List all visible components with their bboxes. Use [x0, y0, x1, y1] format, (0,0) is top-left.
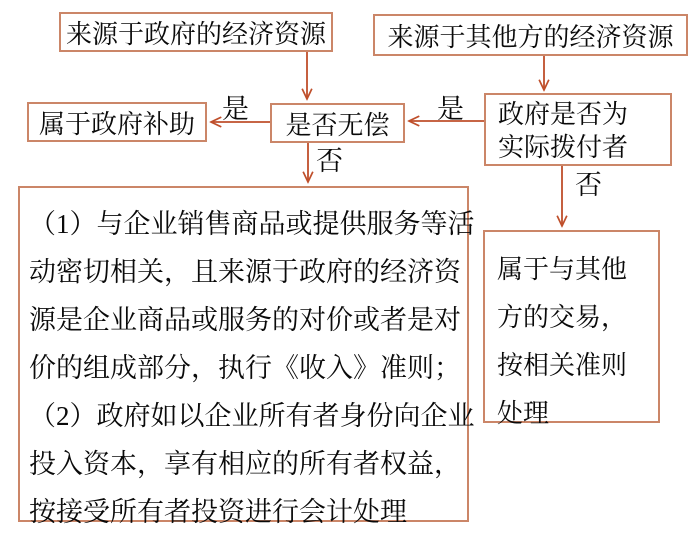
- result-other-line-2: 方的交易，: [497, 303, 628, 332]
- box-decision-gratuitous: 是否无偿: [270, 103, 405, 143]
- result-main-line-7: 按接受所有者投资进行会计处理: [29, 497, 407, 527]
- decision-payer-line-2: 实际拨付者: [498, 133, 629, 162]
- result-main-line-2: 动密切相关，且来源于政府的经济资: [29, 257, 461, 287]
- edge-label-no-right: 否: [575, 170, 602, 200]
- result-other-line-1: 属于与其他: [497, 255, 628, 284]
- box-source-government: 来源于政府的经济资源: [59, 12, 333, 52]
- result-main-line-4: 价的组成部分，执行《收入》准则；: [29, 353, 461, 383]
- edge-label-no-center: 否: [316, 146, 343, 176]
- result-main-line-1: （1）与企业销售商品或提供服务等活: [29, 209, 475, 239]
- result-main-line-6: 投入资本，享有相应的所有者权益，: [29, 449, 461, 479]
- edge-label-yes-right: 是: [437, 94, 464, 124]
- result-other-line-4: 处理: [497, 399, 550, 428]
- box-result-government-subsidy: 属于政府补助: [27, 102, 207, 142]
- box-result-other-party-transaction: [483, 230, 660, 428]
- box-decision-actual-payer: [484, 93, 672, 166]
- box-source-other-party: 来源于其他方的经济资源: [373, 14, 688, 56]
- result-main-line-5: （2）政府如以企业所有者身份向企业: [29, 401, 475, 431]
- result-other-line-3: 按相关准则: [497, 351, 628, 380]
- box-result-revenue-or-capital-treatment: [18, 186, 475, 527]
- result-main-line-3: 源是企业商品或服务的对价或者是对: [29, 305, 461, 335]
- decision-payer-line-1: 政府是否为: [498, 100, 629, 129]
- edge-label-yes-left: 是: [222, 94, 249, 124]
